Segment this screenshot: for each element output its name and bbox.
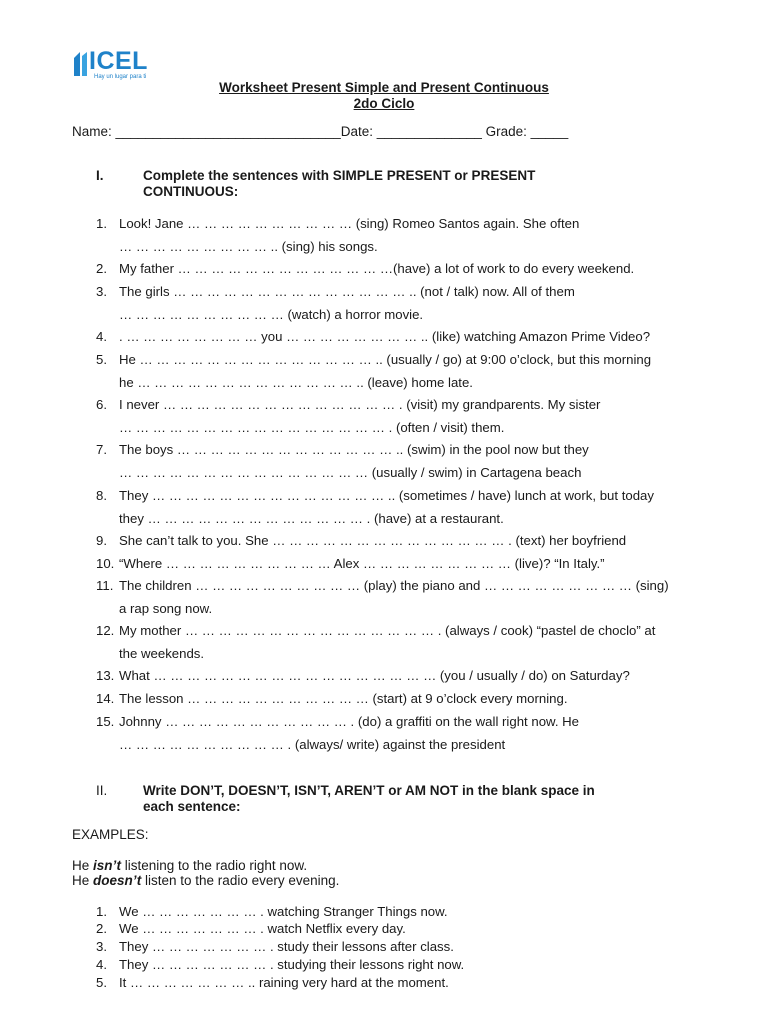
name-date-grade-line: Name: ______________________________Date: ______________ Grade: _____ xyxy=(72,124,569,139)
example-2 xyxy=(72,873,339,888)
list-item-number: 3. xyxy=(96,284,107,299)
list-item-text-continued: the weekends. xyxy=(119,646,205,661)
section-1-number: I. xyxy=(96,168,104,183)
list-item-text: What … … … … … … … … … … … … … … … … … (you / usually / do) on Saturday? xyxy=(119,668,630,683)
section-2-number: II. xyxy=(96,783,108,798)
list-item-number: 12. xyxy=(96,623,115,638)
list-item-text: My mother … … … … … … … … … … … … … … … . (always / cook) “pastel de choclo” at xyxy=(119,623,656,638)
list-item-text: The girls … … … … … … … … … … … … … … .. (not / talk) now. All of them xyxy=(119,284,575,299)
list-item-number: 8. xyxy=(96,488,107,503)
logo-tagline: Hay un lugar para ti xyxy=(94,74,147,80)
list-item-text-continued: he … … … … … … … … … … … … … .. (leave) home late. xyxy=(119,375,473,390)
example-1-bold: isn’t xyxy=(93,858,122,873)
list-item-text: Johnny … … … … … … … … … … … . (do) a graffiti on the wall right now. He xyxy=(119,714,580,729)
logo-wordmark: ICEL xyxy=(89,47,148,75)
example-2-bold: doesn’t xyxy=(93,873,142,888)
section-1-heading-line1: Complete the sentences with SIMPLE PRESENT or PRESENT xyxy=(143,168,536,183)
section-1-heading xyxy=(143,168,535,200)
list-item-number: 10. xyxy=(96,556,115,571)
list-item-number: 2. xyxy=(96,261,107,276)
icel-logo-mark xyxy=(72,52,88,78)
exercise-text: They … … … … … … … . study their lessons after class. xyxy=(119,939,454,954)
list-item-text: “Where … … … … … … … … … … Alex … … … … … … … … … (live)? “In Italy.” xyxy=(119,556,605,571)
exercise-text: We … … … … … … … . watch Netflix every day. xyxy=(119,921,406,936)
list-item-number: 7. xyxy=(96,442,107,457)
list-item-number: 6. xyxy=(96,397,107,412)
example-1 xyxy=(72,858,307,873)
list-item-number: 13. xyxy=(96,668,115,683)
list-item-text: They … … … … … … … … … … … … … … .. (sometimes / have) lunch at work, but today xyxy=(119,488,654,503)
list-item-text-continued: … … … … … … … … … .. (sing) his songs. xyxy=(119,239,378,254)
list-item-number: 4. xyxy=(96,329,107,344)
example-1-pre: He xyxy=(72,858,94,873)
example-2-post: listen to the radio every evening. xyxy=(141,873,340,888)
worksheet-title: Worksheet Present Simple and Present Continuous xyxy=(219,80,549,95)
icel-logo xyxy=(72,47,172,80)
exercise-number: 4. xyxy=(96,957,107,972)
list-item-text: The children … … … … … … … … … … (play) the piano and … … … … … … … … … (sing) xyxy=(119,578,669,593)
section-2-heading xyxy=(143,783,595,815)
list-item-text: . … … … … … … … … you … … … … … … … … .. (like) watching Amazon Prime Video? xyxy=(119,329,651,344)
list-item-text-continued: … … … … … … … … … … . (always/ write) against the president xyxy=(119,737,506,752)
list-item-text: Look! Jane … … … … … … … … … … (sing) Romeo Santos again. She often xyxy=(119,216,580,231)
exercise-text: It … … … … … … … .. raining very hard at the moment. xyxy=(119,975,449,990)
examples-label: EXAMPLES: xyxy=(72,827,149,842)
exercise-number: 2. xyxy=(96,921,107,936)
list-item-text: I never … … … … … … … … … … … … … … . (visit) my grandparents. My sister xyxy=(119,397,601,412)
list-item-text: He … … … … … … … … … … … … … … .. (usually / go) at 9:00 o’clock, but this morning xyxy=(119,352,652,367)
example-1-post: listening to the radio right now. xyxy=(121,858,308,873)
exercise-text: They … … … … … … … . studying their lessons right now. xyxy=(119,957,465,972)
example-2-pre: He xyxy=(72,873,94,888)
exercise-number: 5. xyxy=(96,975,107,990)
list-item-text-continued: … … … … … … … … … … (watch) a horror movie. xyxy=(119,307,424,322)
list-item-number: 11. xyxy=(96,578,114,593)
list-item-text-continued: a rap song now. xyxy=(119,601,213,616)
section-2-heading-line2: each sentence: xyxy=(143,799,241,814)
section-2-heading-line1: Write DON’T, DOESN’T, ISN’T, AREN’T or AM NOT in the blank space in xyxy=(143,783,595,798)
list-item-number: 14. xyxy=(96,691,115,706)
list-item-number: 5. xyxy=(96,352,107,367)
exercise-number: 1. xyxy=(96,904,107,919)
list-item-text: The boys … … … … … … … … … … … … … .. (swim) in the pool now but they xyxy=(119,442,589,457)
list-item-text-continued: they … … … … … … … … … … … … … . (have) at a restaurant. xyxy=(119,511,504,526)
list-item-number: 15. xyxy=(96,714,115,729)
exercise-text: We … … … … … … … . watching Stranger Things now. xyxy=(119,904,448,919)
worksheet-subtitle: 2do Ciclo xyxy=(353,96,415,111)
list-item-text: My father … … … … … … … … … … … … …(have) a lot of work to do every weekend. xyxy=(119,261,635,276)
list-item-number: 9. xyxy=(96,533,107,548)
list-item-text-continued: … … … … … … … … … … … … … … … … . (often / visit) them. xyxy=(119,420,505,435)
exercise-number: 3. xyxy=(96,939,107,954)
list-item-text-continued: … … … … … … … … … … … … … … … (usually / swim) in Cartagena beach xyxy=(119,465,582,480)
list-item-text: She can’t talk to you. She … … … … … … … … … … … … … … . (text) her boyfriend xyxy=(119,533,627,548)
list-item-number: 1. xyxy=(96,216,107,231)
list-item-text: The lesson … … … … … … … … … … … (start) at 9 o’clock every morning. xyxy=(119,691,568,706)
section-1-heading-line2: CONTINUOUS: xyxy=(143,184,239,199)
